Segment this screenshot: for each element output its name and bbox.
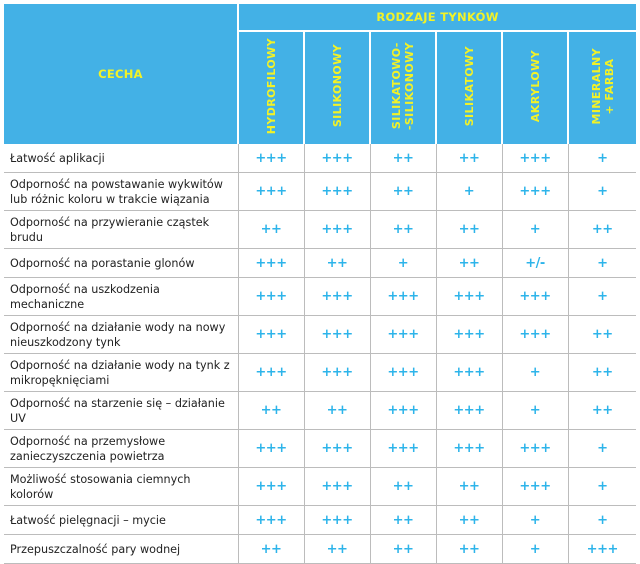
rating-cell: ++	[304, 535, 370, 564]
feature-label: Odporność na przywieranie cząstek brudu	[4, 211, 238, 249]
rating-cell: +++	[502, 173, 568, 211]
rating-cell: +	[568, 468, 636, 506]
rating-cell: +	[502, 392, 568, 430]
feature-label: Odporność na starzenie się – działanie UV	[4, 392, 238, 430]
rating-cell: +++	[238, 278, 304, 316]
rating-cell: ++	[238, 392, 304, 430]
feature-label: Odporność na działanie wody na tynk z mikropęknięciami	[4, 354, 238, 392]
rating-cell: +++	[370, 316, 436, 354]
col-header-silikatowo-silikonowy: SILIKATOWO- -SILIKONOWY	[370, 31, 436, 144]
rating-cell: ++	[370, 468, 436, 506]
rating-cell: ++	[568, 211, 636, 249]
rating-cell: ++	[304, 249, 370, 278]
feature-label: Możliwość stosowania ciemnych kolorów	[4, 468, 238, 506]
rating-cell: ++	[436, 506, 502, 535]
rating-cell: +	[568, 430, 636, 468]
plaster-types-title: RODZAJE TYNKÓW	[238, 4, 636, 31]
rating-cell: +++	[370, 392, 436, 430]
rating-cell: +++	[436, 354, 502, 392]
table-row	[4, 278, 636, 316]
rating-cell: +	[502, 506, 568, 535]
rating-cell: +++	[370, 354, 436, 392]
rating-cell: +++	[238, 316, 304, 354]
rating-cell: ++	[370, 211, 436, 249]
rating-cell: +++	[304, 468, 370, 506]
rating-cell: ++	[436, 535, 502, 564]
rating-cell: +++	[304, 316, 370, 354]
rating-cell: +/-	[502, 249, 568, 278]
table-row	[4, 316, 636, 354]
feature-label: Łatwość pielęgnacji – mycie	[4, 506, 238, 535]
rating-cell: +++	[568, 535, 636, 564]
rating-cell: +++	[238, 506, 304, 535]
rating-cell: +	[568, 278, 636, 316]
rating-cell: ++	[238, 211, 304, 249]
rating-cell: ++	[436, 211, 502, 249]
rating-cell: +++	[502, 144, 568, 173]
table-row	[4, 535, 636, 564]
table-row	[4, 173, 636, 211]
rating-cell: +++	[502, 316, 568, 354]
rating-cell: +	[568, 506, 636, 535]
feature-label: Odporność na działanie wody na nowy nieuszkodzony tynk	[4, 316, 238, 354]
feature-column-header: CECHA	[4, 4, 238, 144]
rating-cell: ++	[436, 249, 502, 278]
feature-label: Łatwość aplikacji	[4, 144, 238, 173]
comparison-table	[4, 4, 636, 564]
table-row	[4, 392, 636, 430]
rating-cell: +++	[238, 144, 304, 173]
rating-cell: ++	[568, 354, 636, 392]
table-row	[4, 354, 636, 392]
rating-cell: +++	[436, 316, 502, 354]
rating-cell: +++	[238, 354, 304, 392]
rating-cell: +++	[238, 249, 304, 278]
table-row	[4, 211, 636, 249]
rating-cell: +++	[238, 173, 304, 211]
rating-cell: +	[502, 211, 568, 249]
rating-cell: +++	[304, 211, 370, 249]
rating-cell: +	[568, 144, 636, 173]
rating-cell: +++	[436, 278, 502, 316]
rating-cell: +	[502, 535, 568, 564]
feature-label: Odporność na porastanie glonów	[4, 249, 238, 278]
table-row	[4, 468, 636, 506]
rating-cell: +++	[502, 278, 568, 316]
rating-cell: ++	[370, 535, 436, 564]
feature-label: Odporność na powstawanie wykwitów lub różnic koloru w trakcie wiązania	[4, 173, 238, 211]
col-header-hydrofilowy: HYDROFILOWY	[238, 31, 304, 144]
col-header-mineralny-farba: MINERALNY + FARBA	[568, 31, 636, 144]
rating-cell: +++	[238, 430, 304, 468]
rating-cell: +++	[238, 468, 304, 506]
rating-cell: +++	[304, 278, 370, 316]
feature-label: Przepuszczalność pary wodnej	[4, 535, 238, 564]
rating-cell: +++	[502, 430, 568, 468]
rating-cell: +++	[304, 430, 370, 468]
table-row	[4, 249, 636, 278]
rating-cell: ++	[568, 316, 636, 354]
rating-cell: +	[436, 173, 502, 211]
rating-cell: +++	[370, 430, 436, 468]
rating-cell: +++	[370, 278, 436, 316]
rating-cell: +	[568, 249, 636, 278]
rating-cell: +++	[304, 173, 370, 211]
rating-cell: +	[568, 173, 636, 211]
rating-cell: ++	[568, 392, 636, 430]
table-row	[4, 506, 636, 535]
feature-label: Odporność na przemysłowe zanieczyszczenia powietrza	[4, 430, 238, 468]
rating-cell: ++	[370, 506, 436, 535]
rating-cell: +++	[304, 506, 370, 535]
table-row	[4, 430, 636, 468]
rating-cell: ++	[238, 535, 304, 564]
rating-cell: ++	[370, 144, 436, 173]
rating-cell: ++	[304, 392, 370, 430]
table-row	[4, 144, 636, 173]
feature-label: Odporność na uszkodzenia mechaniczne	[4, 278, 238, 316]
rating-cell: +	[370, 249, 436, 278]
rating-cell: +	[502, 354, 568, 392]
rating-cell: ++	[370, 173, 436, 211]
col-header-silikatowy: SILIKATOWY	[436, 31, 502, 144]
rating-cell: ++	[436, 468, 502, 506]
rating-cell: +++	[304, 354, 370, 392]
rating-cell: +++	[436, 430, 502, 468]
col-header-akrylowy: AKRYLOWY	[502, 31, 568, 144]
rating-cell: +++	[436, 392, 502, 430]
rating-cell: +++	[304, 144, 370, 173]
rating-cell: ++	[436, 144, 502, 173]
col-header-silikonowy: SILIKONOWY	[304, 31, 370, 144]
rating-cell: +++	[502, 468, 568, 506]
